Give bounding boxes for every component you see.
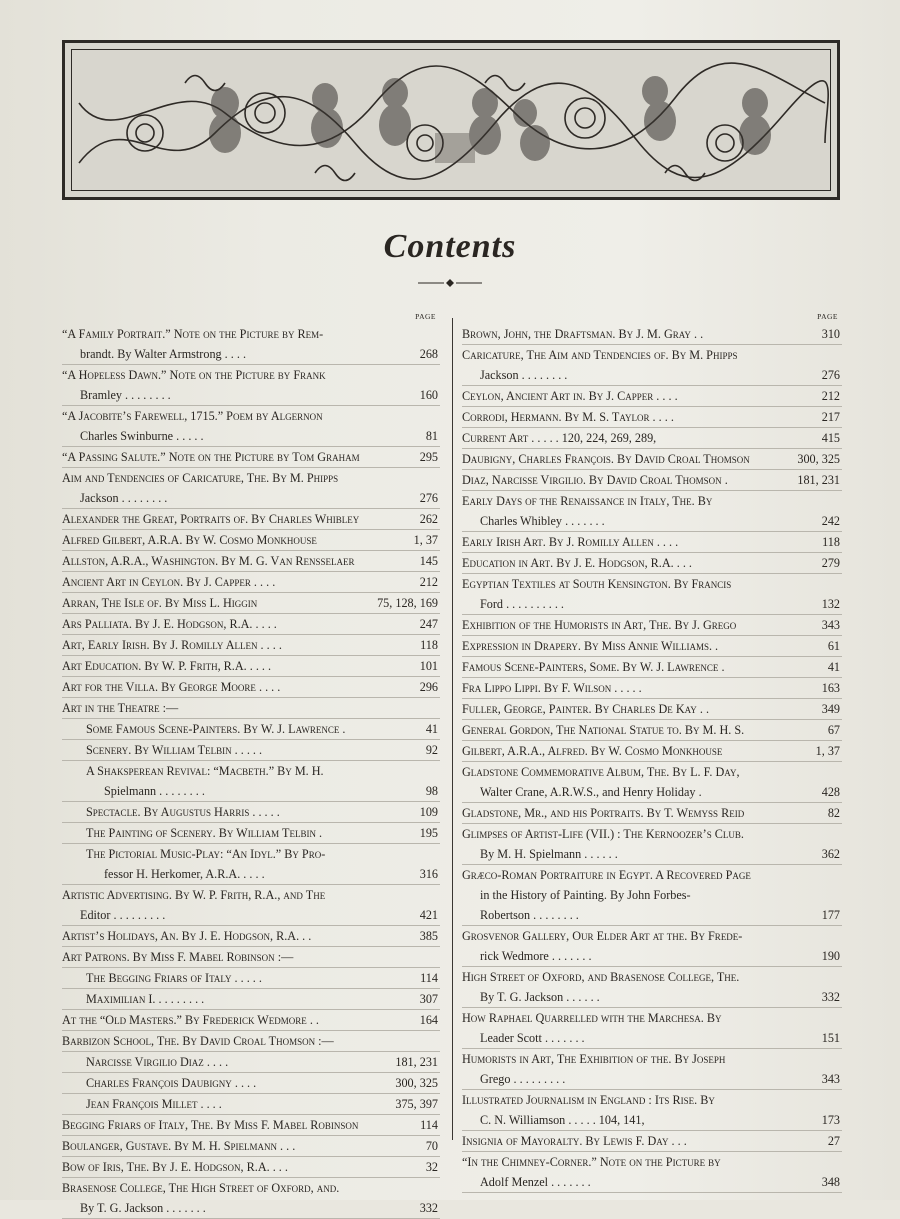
entry-continuation: Bramley . . . . . . . .: [80, 388, 171, 402]
contents-entry: [62, 593, 440, 614]
entry-title: Art in the Theatre :—: [62, 701, 179, 715]
entry-title: The Begging Friars of Italy . . . . .: [86, 971, 262, 985]
entry-title: “In the Chimney-Corner.” Note on the Picture by: [462, 1155, 721, 1169]
entry-title: Artist’s Holidays, An. By J. E. Hodgson, R.A. . .: [62, 929, 312, 943]
entry-page-number: 212: [419, 575, 438, 589]
column-divider: [452, 318, 453, 1140]
contents-entry: [462, 1152, 842, 1193]
entry-continuation: Charles Swinburne . . . . .: [80, 429, 204, 443]
contents-entry: [62, 1136, 440, 1157]
entry-title: Education in Art. By J. E. Hodgson, R.A. . . .: [462, 556, 692, 570]
entry-page-number: 247: [419, 617, 438, 631]
entry-page-number: 1, 37: [413, 533, 438, 547]
entry-page-number: 300, 325: [797, 452, 840, 466]
contents-entry: [462, 615, 842, 636]
entry-page-number: 385: [419, 929, 438, 943]
entry-title: Fra Lippo Lippi. By F. Wilson . . . . .: [462, 681, 642, 695]
entry-title: Brasenose College, The High Street of Oxford, and.: [62, 1181, 340, 1195]
contents-entry: [62, 530, 440, 551]
entry-title: Diaz, Narcisse Virgilio. By David Croal Thomson .: [462, 473, 728, 487]
contents-entry: [462, 720, 842, 741]
entry-page-number: 212: [821, 389, 840, 403]
contents-entry: [462, 803, 842, 824]
entry-continuation: Walter Crane, A.R.W.S., and Henry Holiday .: [480, 785, 702, 799]
entry-page-number: 242: [821, 514, 840, 528]
entry-title: Current Art . . . . . 120, 224, 269, 289,: [462, 431, 657, 445]
entry-page-number: 1, 37: [815, 744, 840, 758]
contents-entry: [62, 1178, 440, 1219]
entry-continuation: fessor H. Herkomer, A.R.A. . . . .: [104, 867, 265, 881]
entry-page-number: 343: [821, 618, 840, 632]
entry-title: Art Education. By W. P. Frith, R.A. . . . .: [62, 659, 272, 673]
entry-page-number: 109: [419, 805, 438, 819]
entry-title: Boulanger, Gustave. By M. H. Spielmann . . .: [62, 1139, 296, 1153]
entry-page-number: 332: [419, 1201, 438, 1215]
entry-page-number: 262: [419, 512, 438, 526]
entry-continuation: By T. G. Jackson . . . . . . .: [80, 1201, 206, 1215]
contents-entry: [62, 656, 440, 677]
entry-page-number: 164: [419, 1013, 438, 1027]
entry-page-number: 177: [821, 908, 840, 922]
contents-column-left: [62, 310, 440, 1219]
page-column-heading: PAGE: [415, 312, 436, 321]
entry-title: Aim and Tendencies of Caricature, The. By M. Phipps: [62, 471, 339, 485]
contents-entry: [62, 614, 440, 635]
entry-title: Caricature, The Aim and Tendencies of. By M. Phipps: [462, 348, 738, 362]
contents-entry: [62, 677, 440, 698]
contents-entry: [62, 509, 440, 530]
entry-page-number: 98: [425, 784, 438, 798]
entry-page-number: 195: [419, 826, 438, 840]
contents-entry: [62, 761, 440, 802]
entry-title: How Raphael Quarrelled with the Marchesa. By: [462, 1011, 722, 1025]
entry-title: Art, Early Irish. By J. Romilly Allen . . . .: [62, 638, 282, 652]
contents-entry: [462, 741, 842, 762]
contents-entry: [62, 365, 440, 406]
entry-title: Allston, A.R.A., Washington. By M. G. Van Rensselaer: [62, 554, 355, 568]
contents-entry: [462, 1131, 842, 1152]
entry-page-number: 268: [419, 347, 438, 361]
entry-page-number: 114: [420, 971, 438, 985]
contents-entry: [462, 926, 842, 967]
contents-entry: [62, 551, 440, 572]
entry-continuation: Editor . . . . . . . . .: [80, 908, 166, 922]
entry-continuation: Robertson . . . . . . . .: [480, 908, 579, 922]
entry-page-number: 295: [419, 450, 438, 464]
contents-entry: [62, 1010, 440, 1031]
contents-entry: [62, 947, 440, 968]
entry-page-number: 160: [419, 388, 438, 402]
entry-continuation: By M. H. Spielmann . . . . . .: [480, 847, 618, 861]
entry-page-number: 181, 231: [395, 1055, 438, 1069]
contents-entry: [462, 407, 842, 428]
entry-title: General Gordon, The National Statue to. By M. H. S.: [462, 723, 745, 737]
contents-entry: [62, 968, 440, 989]
entry-page-number: 75, 128, 169: [377, 596, 438, 610]
contents-entry: [62, 1031, 440, 1052]
entry-page-number: 27: [827, 1134, 840, 1148]
contents-entry: [62, 1073, 440, 1094]
entry-page-number: 279: [821, 556, 840, 570]
entry-page-number: 118: [822, 535, 840, 549]
contents-entry: [62, 885, 440, 926]
entry-page-number: 101: [419, 659, 438, 673]
entry-title: Alfred Gilbert, A.R.A. By W. Cosmo Monkhouse: [62, 533, 317, 547]
entry-page-number: 145: [419, 554, 438, 568]
entry-title: Corrodi, Hermann. By M. S. Taylor . . . .: [462, 410, 674, 424]
ornament-scroll-icon: [65, 43, 837, 197]
contents-entry: [462, 762, 842, 803]
decorative-header-engraving: [62, 40, 840, 200]
contents-entry: [462, 324, 842, 345]
entry-page-number: 32: [425, 1160, 438, 1174]
contents-entry: [462, 824, 842, 865]
entry-page-number: 300, 325: [395, 1076, 438, 1090]
entry-title: Grosvenor Gallery, Our Elder Art at the. By Frede-: [462, 929, 743, 943]
entry-page-number: 41: [425, 722, 438, 736]
entry-continuation: Leader Scott . . . . . . .: [480, 1031, 585, 1045]
entry-page-number: 114: [420, 1118, 438, 1132]
entry-title: Early Days of the Renaissance in Italy, The. By: [462, 494, 713, 508]
entry-continuation: Ford . . . . . . . . . .: [480, 597, 564, 611]
contents-entry: [462, 699, 842, 720]
contents-entry: [62, 635, 440, 656]
entry-continuation: C. N. Williamson . . . . . 104, 141,: [480, 1113, 645, 1127]
entry-page-number: 349: [821, 702, 840, 716]
entry-title: Narcisse Virgilio Diaz . . . .: [86, 1055, 229, 1069]
entry-title: Glimpses of Artist-Life (VII.) : The Kernoozer’s Club.: [462, 827, 744, 841]
contents-entry: [462, 678, 842, 699]
entry-page-number: 307: [419, 992, 438, 1006]
entry-page-number: 343: [821, 1072, 840, 1086]
entry-continuation: Adolf Menzel . . . . . . .: [480, 1175, 591, 1189]
entry-page-number: 132: [821, 597, 840, 611]
page-column-heading: PAGE: [817, 312, 838, 321]
contents-entry: [62, 324, 440, 365]
entry-page-number: 316: [419, 867, 438, 881]
contents-entry: [462, 449, 842, 470]
entry-page-number: 415: [821, 431, 840, 445]
entry-title: Humorists in Art, The Exhibition of the. By Joseph: [462, 1052, 726, 1066]
contents-entry: [462, 657, 842, 678]
contents-entry: [62, 844, 440, 885]
entry-continuation: Charles Whibley . . . . . . .: [480, 514, 605, 528]
contents-entry: [62, 740, 440, 761]
entry-continuation: Jackson . . . . . . . .: [480, 368, 568, 382]
entry-title: Daubigny, Charles François. By David Croal Thomson: [462, 452, 750, 466]
entry-title: “A Passing Salute.” Note on the Picture by Tom Graham: [62, 450, 360, 464]
entry-title: “A Hopeless Dawn.” Note on the Picture by Frank: [62, 368, 326, 382]
entry-continuation: Spielmann . . . . . . . .: [104, 784, 205, 798]
contents-entry: [462, 470, 842, 491]
contents-entry: [462, 574, 842, 615]
contents-entry: [462, 1049, 842, 1090]
entry-page-number: 82: [827, 806, 840, 820]
contents-entry: [62, 989, 440, 1010]
entry-title: Early Irish Art. By J. Romilly Allen . . . .: [462, 535, 679, 549]
entry-title: Charles François Daubigny . . . .: [86, 1076, 257, 1090]
entry-continuation: in the History of Painting. By John Forbes-: [480, 888, 691, 902]
contents-entry: [462, 553, 842, 574]
entry-page-number: 375, 397: [395, 1097, 438, 1111]
entry-title: Ancient Art in Ceylon. By J. Capper . . . .: [62, 575, 276, 589]
entry-title: Some Famous Scene-Painters. By W. J. Lawrence .: [86, 722, 346, 736]
contents-entry: [62, 1094, 440, 1115]
entry-title: “A Jacobite’s Farewell, 1715.” Poem by Algernon: [62, 409, 323, 423]
entry-page-number: 151: [821, 1031, 840, 1045]
entry-title: “A Family Portrait.” Note on the Picture by Rem-: [62, 327, 324, 341]
entry-page-number: 217: [821, 410, 840, 424]
entry-title: Artistic Advertising. By W. P. Frith, R.A., and The: [62, 888, 326, 902]
entry-title: Famous Scene-Painters, Some. By W. J. Lawrence .: [462, 660, 725, 674]
entry-page-number: 41: [827, 660, 840, 674]
entry-title: Expression in Drapery. By Miss Annie Williams. .: [462, 639, 719, 653]
entry-title: Ceylon, Ancient Art in. By J. Capper . . . .: [462, 389, 678, 403]
entry-title: At the “Old Masters.” By Frederick Wedmore . .: [62, 1013, 319, 1027]
entry-title: Ars Palliata. By J. E. Hodgson, R.A. . . . .: [62, 617, 277, 631]
entry-title: Alexander the Great, Portraits of. By Charles Whibley: [62, 512, 360, 526]
contents-entry: [62, 802, 440, 823]
contents-entry: [62, 1157, 440, 1178]
entry-page-number: 181, 231: [797, 473, 840, 487]
contents-entry: [462, 1090, 842, 1131]
contents-entry: [462, 345, 842, 386]
entry-title: The Pictorial Music-Play: “An Idyl.” By Pro-: [86, 847, 326, 861]
entry-page-number: 428: [821, 785, 840, 799]
contents-entry: [62, 1115, 440, 1136]
entry-continuation: rick Wedmore . . . . . . .: [480, 949, 592, 963]
contents-entry: [462, 386, 842, 407]
entry-continuation: Grego . . . . . . . . .: [480, 1072, 566, 1086]
contents-entry: [462, 532, 842, 553]
entry-title: Egyptian Textiles at South Kensington. By Francis: [462, 577, 732, 591]
entry-page-number: 67: [827, 723, 840, 737]
entry-title: Gladstone, Mr., and his Portraits. By T. Wemyss Reid: [462, 806, 745, 820]
entry-title: Illustrated Journalism in England : Its Rise. By: [462, 1093, 715, 1107]
entry-title: Græco-Roman Portraiture in Egypt. A Recovered Page: [462, 868, 751, 882]
entry-title: The Painting of Scenery. By William Telbin .: [86, 826, 323, 840]
entry-page-number: 276: [821, 368, 840, 382]
contents-entry: [462, 967, 842, 1008]
contents-column-right: [462, 310, 842, 1193]
entry-title: Exhibition of the Humorists in Art, The. By J. Grego: [462, 618, 737, 632]
contents-list-left: [62, 324, 440, 1219]
entry-page-number: 190: [821, 949, 840, 963]
entry-continuation: Jackson . . . . . . . .: [80, 491, 168, 505]
entry-page-number: 118: [420, 638, 438, 652]
contents-entry: [462, 865, 842, 926]
contents-entry: [62, 698, 440, 719]
entry-page-number: 276: [419, 491, 438, 505]
entry-page-number: 92: [425, 743, 438, 757]
contents-entry: [62, 406, 440, 447]
entry-continuation: brandt. By Walter Armstrong . . . .: [80, 347, 247, 361]
entry-page-number: 421: [419, 908, 438, 922]
contents-list-right: [462, 324, 842, 1193]
entry-title: Bow of Iris, The. By J. E. Hodgson, R.A. . . .: [62, 1160, 288, 1174]
entry-page-number: 70: [425, 1139, 438, 1153]
entry-page-number: 61: [827, 639, 840, 653]
title-ornament-rule: [418, 278, 482, 288]
contents-entry: [62, 926, 440, 947]
entry-title: Fuller, George, Painter. By Charles De Kay . .: [462, 702, 709, 716]
entry-page-number: 332: [821, 990, 840, 1004]
entry-title: Art Patrons. By Miss F. Mabel Robinson :—: [62, 950, 294, 964]
entry-page-number: 81: [425, 429, 438, 443]
entry-title: Scenery. By William Telbin . . . . .: [86, 743, 263, 757]
contents-entry: [462, 428, 842, 449]
entry-title: A Shaksperean Revival: “Macbeth.” By M. H.: [86, 764, 324, 778]
contents-entry: [462, 636, 842, 657]
entry-page-number: 163: [821, 681, 840, 695]
entry-continuation: By T. G. Jackson . . . . . .: [480, 990, 600, 1004]
entry-title: High Street of Oxford, and Brasenose College, The.: [462, 970, 740, 984]
entry-title: Barbizon School, The. By David Croal Thomson :—: [62, 1034, 334, 1048]
entry-title: Gilbert, A.R.A., Alfred. By W. Cosmo Monkhouse: [462, 744, 723, 758]
contents-entry: [62, 468, 440, 509]
contents-entry: [462, 1008, 842, 1049]
contents-entry: [462, 491, 842, 532]
entry-title: Maximilian I. . . . . . . . .: [86, 992, 205, 1006]
contents-entry: [62, 572, 440, 593]
entry-page-number: 348: [821, 1175, 840, 1189]
contents-entry: [62, 1052, 440, 1073]
page-title: Contents: [383, 228, 517, 265]
contents-entry: [62, 823, 440, 844]
entry-title: Spectacle. By Augustus Harris . . . . .: [86, 805, 280, 819]
entry-title: Insignia of Mayoralty. By Lewis F. Day . . .: [462, 1134, 687, 1148]
entry-page-number: 310: [821, 327, 840, 341]
entry-page-number: 173: [821, 1113, 840, 1127]
entry-title: Gladstone Commemorative Album, The. By L. F. Day,: [462, 765, 740, 779]
entry-title: Begging Friars of Italy, The. By Miss F. Mabel Robinson: [62, 1118, 359, 1132]
entry-title: Brown, John, the Draftsman. By J. M. Gray . .: [462, 327, 704, 341]
entry-title: Arran, The Isle of. By Miss L. Higgin: [62, 596, 258, 610]
entry-page-number: 362: [821, 847, 840, 861]
contents-entry: [62, 447, 440, 468]
entry-title: Jean François Millet . . . .: [86, 1097, 222, 1111]
entry-title: Art for the Villa. By George Moore . . . .: [62, 680, 281, 694]
entry-page-number: 296: [419, 680, 438, 694]
contents-entry: [62, 719, 440, 740]
